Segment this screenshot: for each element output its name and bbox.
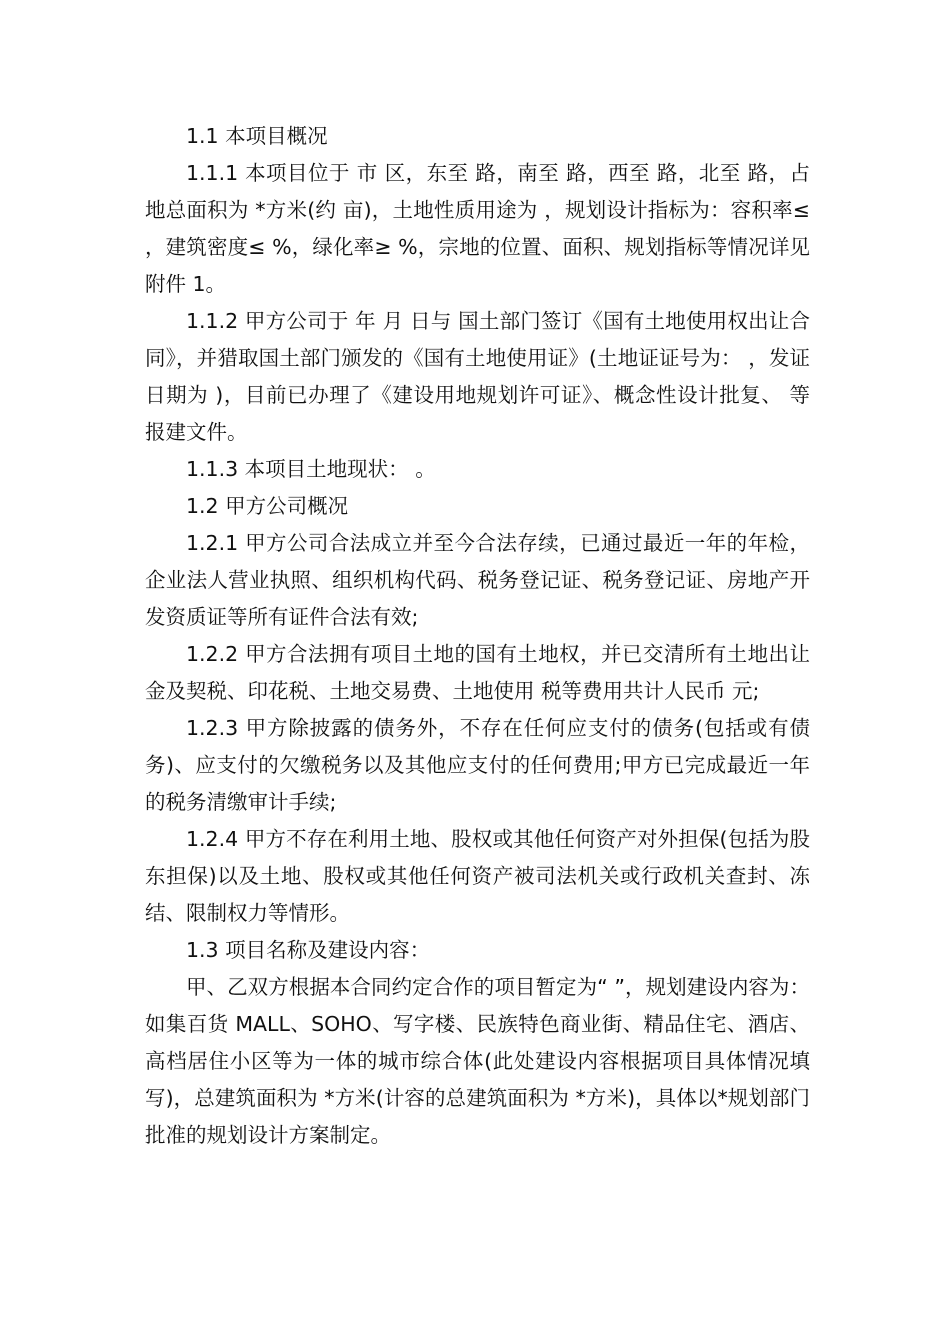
- paragraph-1-2-4: 1.2.4 甲方不存在利用土地、股权或其他任何资产对外担保(包括为股东担保)以及土地、股权或其他任何资产被司法机关或行政机关查封、冻结、限制权力等情形。: [145, 827, 810, 925]
- paragraph-1-3-content: 甲、乙双方根据本合同约定合作的项目暂定为“ ”，规划建设内容为：如集百货 MALL、SOHO、写字楼、民族特色商业街、精品住宅、酒店、高档居住小区等为一体的城市综合体(此处建设内容根据项目具体情况填写)，总建筑面积为 *方米(计容的总建筑面积为 *方米)，具体以*规划部门批准的规划设计方案制定。: [145, 975, 810, 1147]
- heading-1-1: 1.1 本项目概况: [186, 124, 328, 148]
- paragraph-1-2-3: 1.2.3 甲方除披露的债务外，不存在任何应支付的债务(包括或有债务)、应支付的欠缴税务以及其他应支付的任何费用;甲方已完成最近一年的税务清缴审计手续;: [145, 716, 810, 814]
- paragraph-1-1-3: 1.1.3 本项目土地现状： 。: [186, 457, 436, 481]
- document-body: [145, 118, 817, 1154]
- paragraph-1-2-2: 1.2.2 甲方合法拥有项目土地的国有土地权，并已交清所有土地出让金及契税、印花税、土地交易费、土地使用 税等费用共计人民币 元;: [145, 642, 810, 703]
- heading-1-2: 1.2 甲方公司概况: [186, 494, 349, 518]
- heading-1-3: 1.3 项目名称及建设内容：: [186, 938, 431, 962]
- paragraph-1-2-1: 1.2.1 甲方公司合法成立并至今合法存续，已通过最近一年的年检，企业法人营业执照、组织机构代码、税务登记证、税务登记证、房地产开发资质证等所有证件合法有效;: [145, 531, 810, 629]
- paragraph-1-1-2: 1.1.2 甲方公司于 年 月 日与 国土部门签订《国有土地使用权出让合同》，并猎取国土部门颁发的《国有土地使用证》(土地证证号为： ，发证日期为 )，目前已办理了《建设用地规划许可证》、概念性设计批复、 等报建文件。: [145, 309, 810, 444]
- paragraph-1-1-1: 1.1.1 本项目位于 市 区，东至 路，南至 路，西至 路，北至 路，占地总面积为 *方米(约 亩)，土地性质用途为 ，规划设计指标为：容积率≤ ，建筑密度≤ %，绿化率≥ %，宗地的位置、面积、规划指标等情况详见附件 1。: [145, 161, 817, 296]
